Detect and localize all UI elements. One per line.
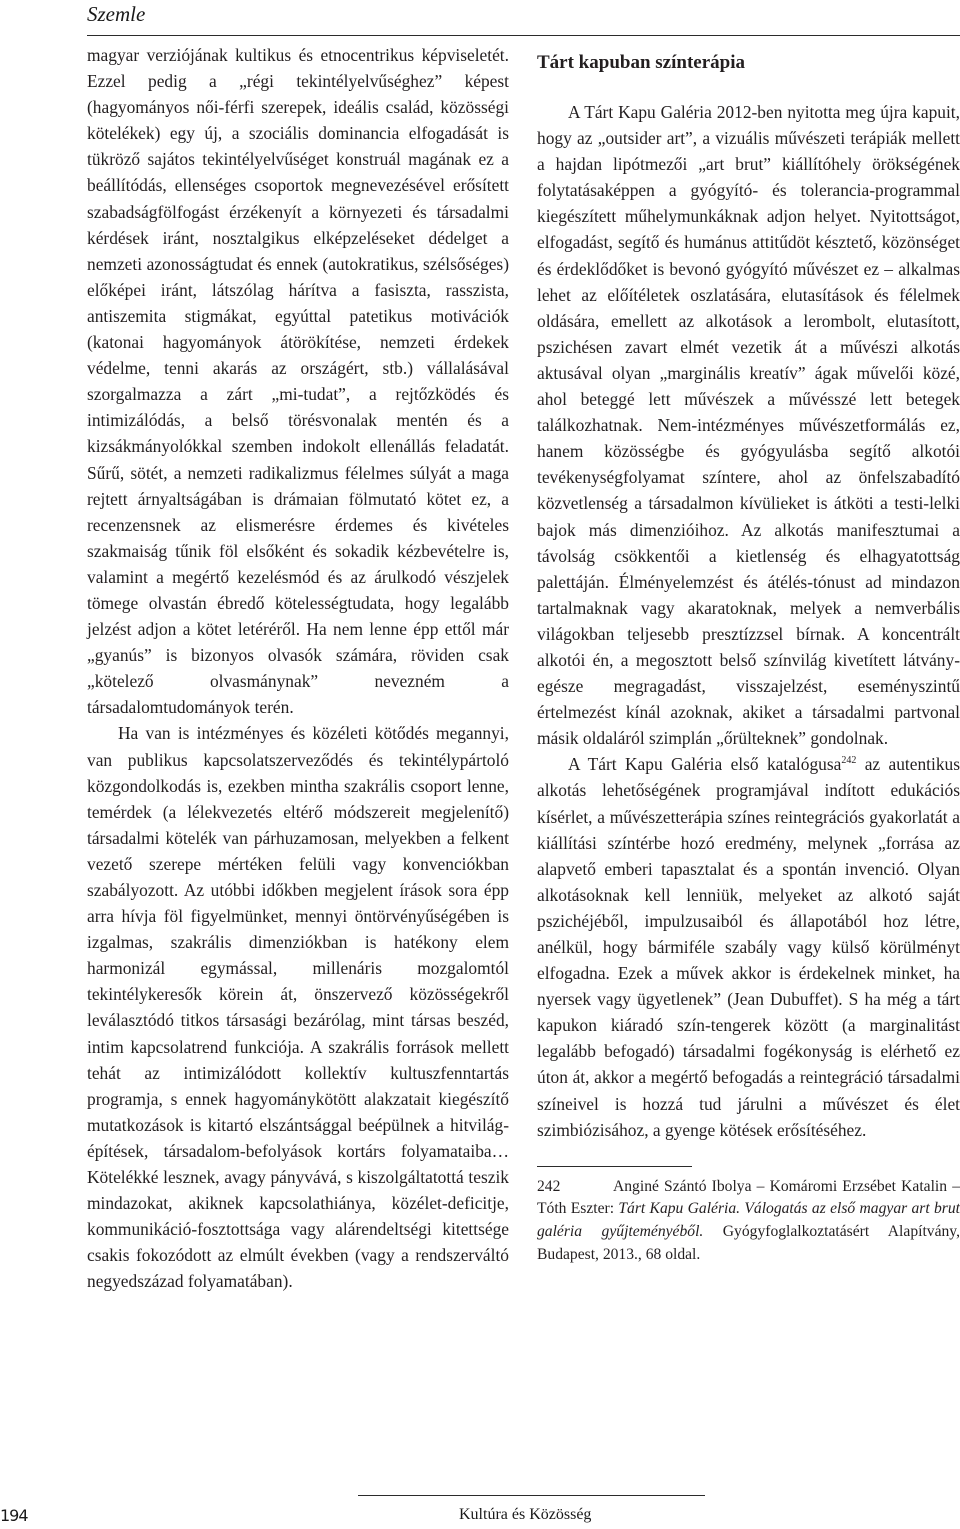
right-paragraph-2-rest: az autentikus alkotás lehetőségének programjával indított edukációs kísérlet, a művészetterápia színes reintegrációs gyakorlatát a kiállítási színtérbe hozó eredmény, melynek „forrása az alapvető emberi tapasztalat és a spontán invenció. Olyan alkotásoknak kell lenniük, melyeket az alkotó saját pszichéjéből, impulzusaiból és állapotából hoz létre, anélkül, hogy bármiféle szabály vagy külső körülményt elfogadna. Ezek a művek akkor is érdekelnek minket, ha nyersek vagy ügyetlenek” (Jean Dubuffet). S ha még a tárt kapukon kiáradó szín-tengerek között (a marginalitást legalább befogadó) társadalmi fogékonyság is elérhető ez úton át, akkor a megértő befogadás a reintegráció társadalmi színeivel is hozzá tud járulni a művészet és élet szimbiózisához, a gyenge kötések erősítéséhez.: [537, 754, 960, 1140]
journal-name: Kultúra és Közösség: [459, 1506, 592, 1523]
footnote-title: Tárt Kapu Galéria. Válogatás az első magyar art brut galéria gyűjteményéből.: [537, 1200, 960, 1241]
footnote-reference[interactable]: 242: [841, 755, 857, 767]
left-paragraph-2: Ha van is intézményes és közéleti kötődés megannyi, van publikus kapcsolatszerveződés és tekintélypártoló közgondolkodás is, ezekben mintha szakrális csoport lenne, temérdek (a lélekvezetés eltérő módszereit megjelenítő) társadalmi kötelék van párhuzamosan, melyekben a felkent vezető szerepe mértéken felüli vagy konvenciókban szabályozott. Az utóbbi időkben megjelent írások sora épp arra hívja föl figyelmünket, mennyi öntörvényűségében is izgalmas, szakrális dimenziókban is hatékony elem harmonizál egymással, millenáris mozgalomtól tekintélykeresők körein át, önszervező közösségekről leválasztódó titkos társasági bezárólag, mint társas beszéd, intim kapcsolatrend funkciója. A szakrális források mellett tehát az intimizálódott kollektív kultuszfenntartás programja, s ennek hagyománykötött alakzatait kiegészítő mutatkozások is kitartó elszántsággal beépülnek a hitvilág-építések, társadalom-befolyások kortárs folyamataiba… Kötelékké lesznek, avagy pányvává, s kiszolgáltatottá teszik mindazokat, akiknek kapcsolathiánya, közélet-deficitje, kommunikáció-fosztottsága vagy alárendeltségi kitettsége csakis fokozódott az elmúlt években (vagy a rendszerváltó negyedszázad folyamatában).: [87, 723, 509, 1292]
right-column: [537, 42, 960, 1267]
footnote-authors: Anginé Szántó Ibolya – Komáromi Erzsébet Katalin – Tóth Eszter:: [537, 1177, 960, 1218]
right-paragraph-2: [537, 751, 960, 1142]
footnote: [537, 1176, 960, 1267]
left-column: [87, 42, 509, 1295]
footnote-rule: [537, 1166, 692, 1167]
left-paragraph-1: magyar verziójának kultikus és etnocentrikus képviseletét. Ezzel pedig a „régi tekintélyelvűséghez” képest (hagyományos női-férfi szerepek, ideális család, közösségi kötelékek) egy új, a szociális dominancia elfogadását is tükröző sajátos tekintélyelvűséget konstruál magának ez a beállítódás, ellenséges csoportok megnevezésével erősített szabadságfölfogást érzékenyít a környezeti és társadalmi kérdések iránt, nosztalgikus elképzeléseket dédelget a nemzeti azonosságtudat és ennek (autokratikus, szélsőséges) előképei iránt, látszólag hárítva a fasiszta, rasszista, antiszemita stigmákat, egyúttal patetikus motivációk (katonai hagyományok átörökítése, nemzeti érdekek védelme, tenni akarás az országért, stb.) vállalásával szorgalmazza a zárt „mi-tudat”, a rejtőzködés és intimizálódás, a belső törésvonalak mentén és a kizsákmányolókkal szemben indokolt ellenállás feladatát. Sűrű, sötét, a nemzeti radikalizmus félelmes súlyát a maga rejtett árnyaltságában is drámaian fölmutató kötet ez, a recenzensnek az elismerésre érdemes és kivételes szakmaiság tűnik föl elsőként és sokadik kézbevételre is, valamint a megértő kezelésmód és az árulkodó vészjelek tömege olvastán ébredő kötelességtudata, hogy legalább jelzést adjon a kötet letéréről. Ha nem lenne épp ettől már „gyanús” is bizonyos olvasók számára, röviden csak „kötelező olvasmánynak” nevezném a társadalomtudományok terén.: [87, 45, 509, 718]
right-paragraph-2-start: A Tárt Kapu Galéria első katalógusa: [568, 754, 842, 775]
footnote-number: 242: [537, 1177, 561, 1195]
right-paragraph-1: A Tárt Kapu Galéria 2012-ben nyitotta meg újra kapuit, hogy az „outsider art”, a vizuális művészeti terápiák mellett a hajdan lipótmezői „art brut” kiállítóhely örökségének folytatásaképpen a gyógyító- és tolerancia-programmal kiegészített műhelymunkáknak adjon helyet. Nyitottságot, elfogadást, segítő és humánus attitűdöt késztető, közönséget és érdeklődőket is bevonó gyógyító művészet ez – alkalmas lehet az előítéletek oszlatására, elutasítások és félelmek oldására, emellett az alkotások a lerombolt, elutasított, pszichésen zavart elmét vezetik át a művészi alkotás aktusával olyan „marginális kreatív” ágak művelői közé, ahol beteggé lett művészek a művésszé lett betegek találkozhatnak. Nem-intézményes művészetformálás ez, hanem közösségbe és gyógyulásba segítő alkotói tevékenységfolyamat színtere, ahol az önfelszabadító közvetlenség a társadalmon kívülieket is átköti a testi-lelki bajok más dimenzióihoz. Az alkotás manifesztumai a távolság csökkentői a kietlenség és elhagyatottság palettáján. Élményelemzést és átélés-tónust ad mindazon tartalmaknak vagy akaratoknak, melyek a nemverbális világokban teljesebb presztízzsel bírnak. A koncentrált alkotói én, a megosztott belső színvilág kivetített látvány-egésze megragadást, visszajelzést, eseményszintű értelmezést kínál azoknak, akiket a társadalmi partvonal másik oldaláról szimplán „őrülteknek” gondolnak.: [537, 102, 960, 749]
header-rule: [87, 35, 960, 36]
footnote-publisher: Gyógyfoglalkoztatásért Alapítvány, Budapest, 2013., 68 oldal.: [537, 1223, 960, 1263]
page-number: 194: [0, 1506, 28, 1525]
running-head: Szemle: [87, 2, 146, 26]
section-title: Tárt kapuban színterápia: [537, 52, 745, 73]
footer-rule: [358, 1495, 705, 1496]
